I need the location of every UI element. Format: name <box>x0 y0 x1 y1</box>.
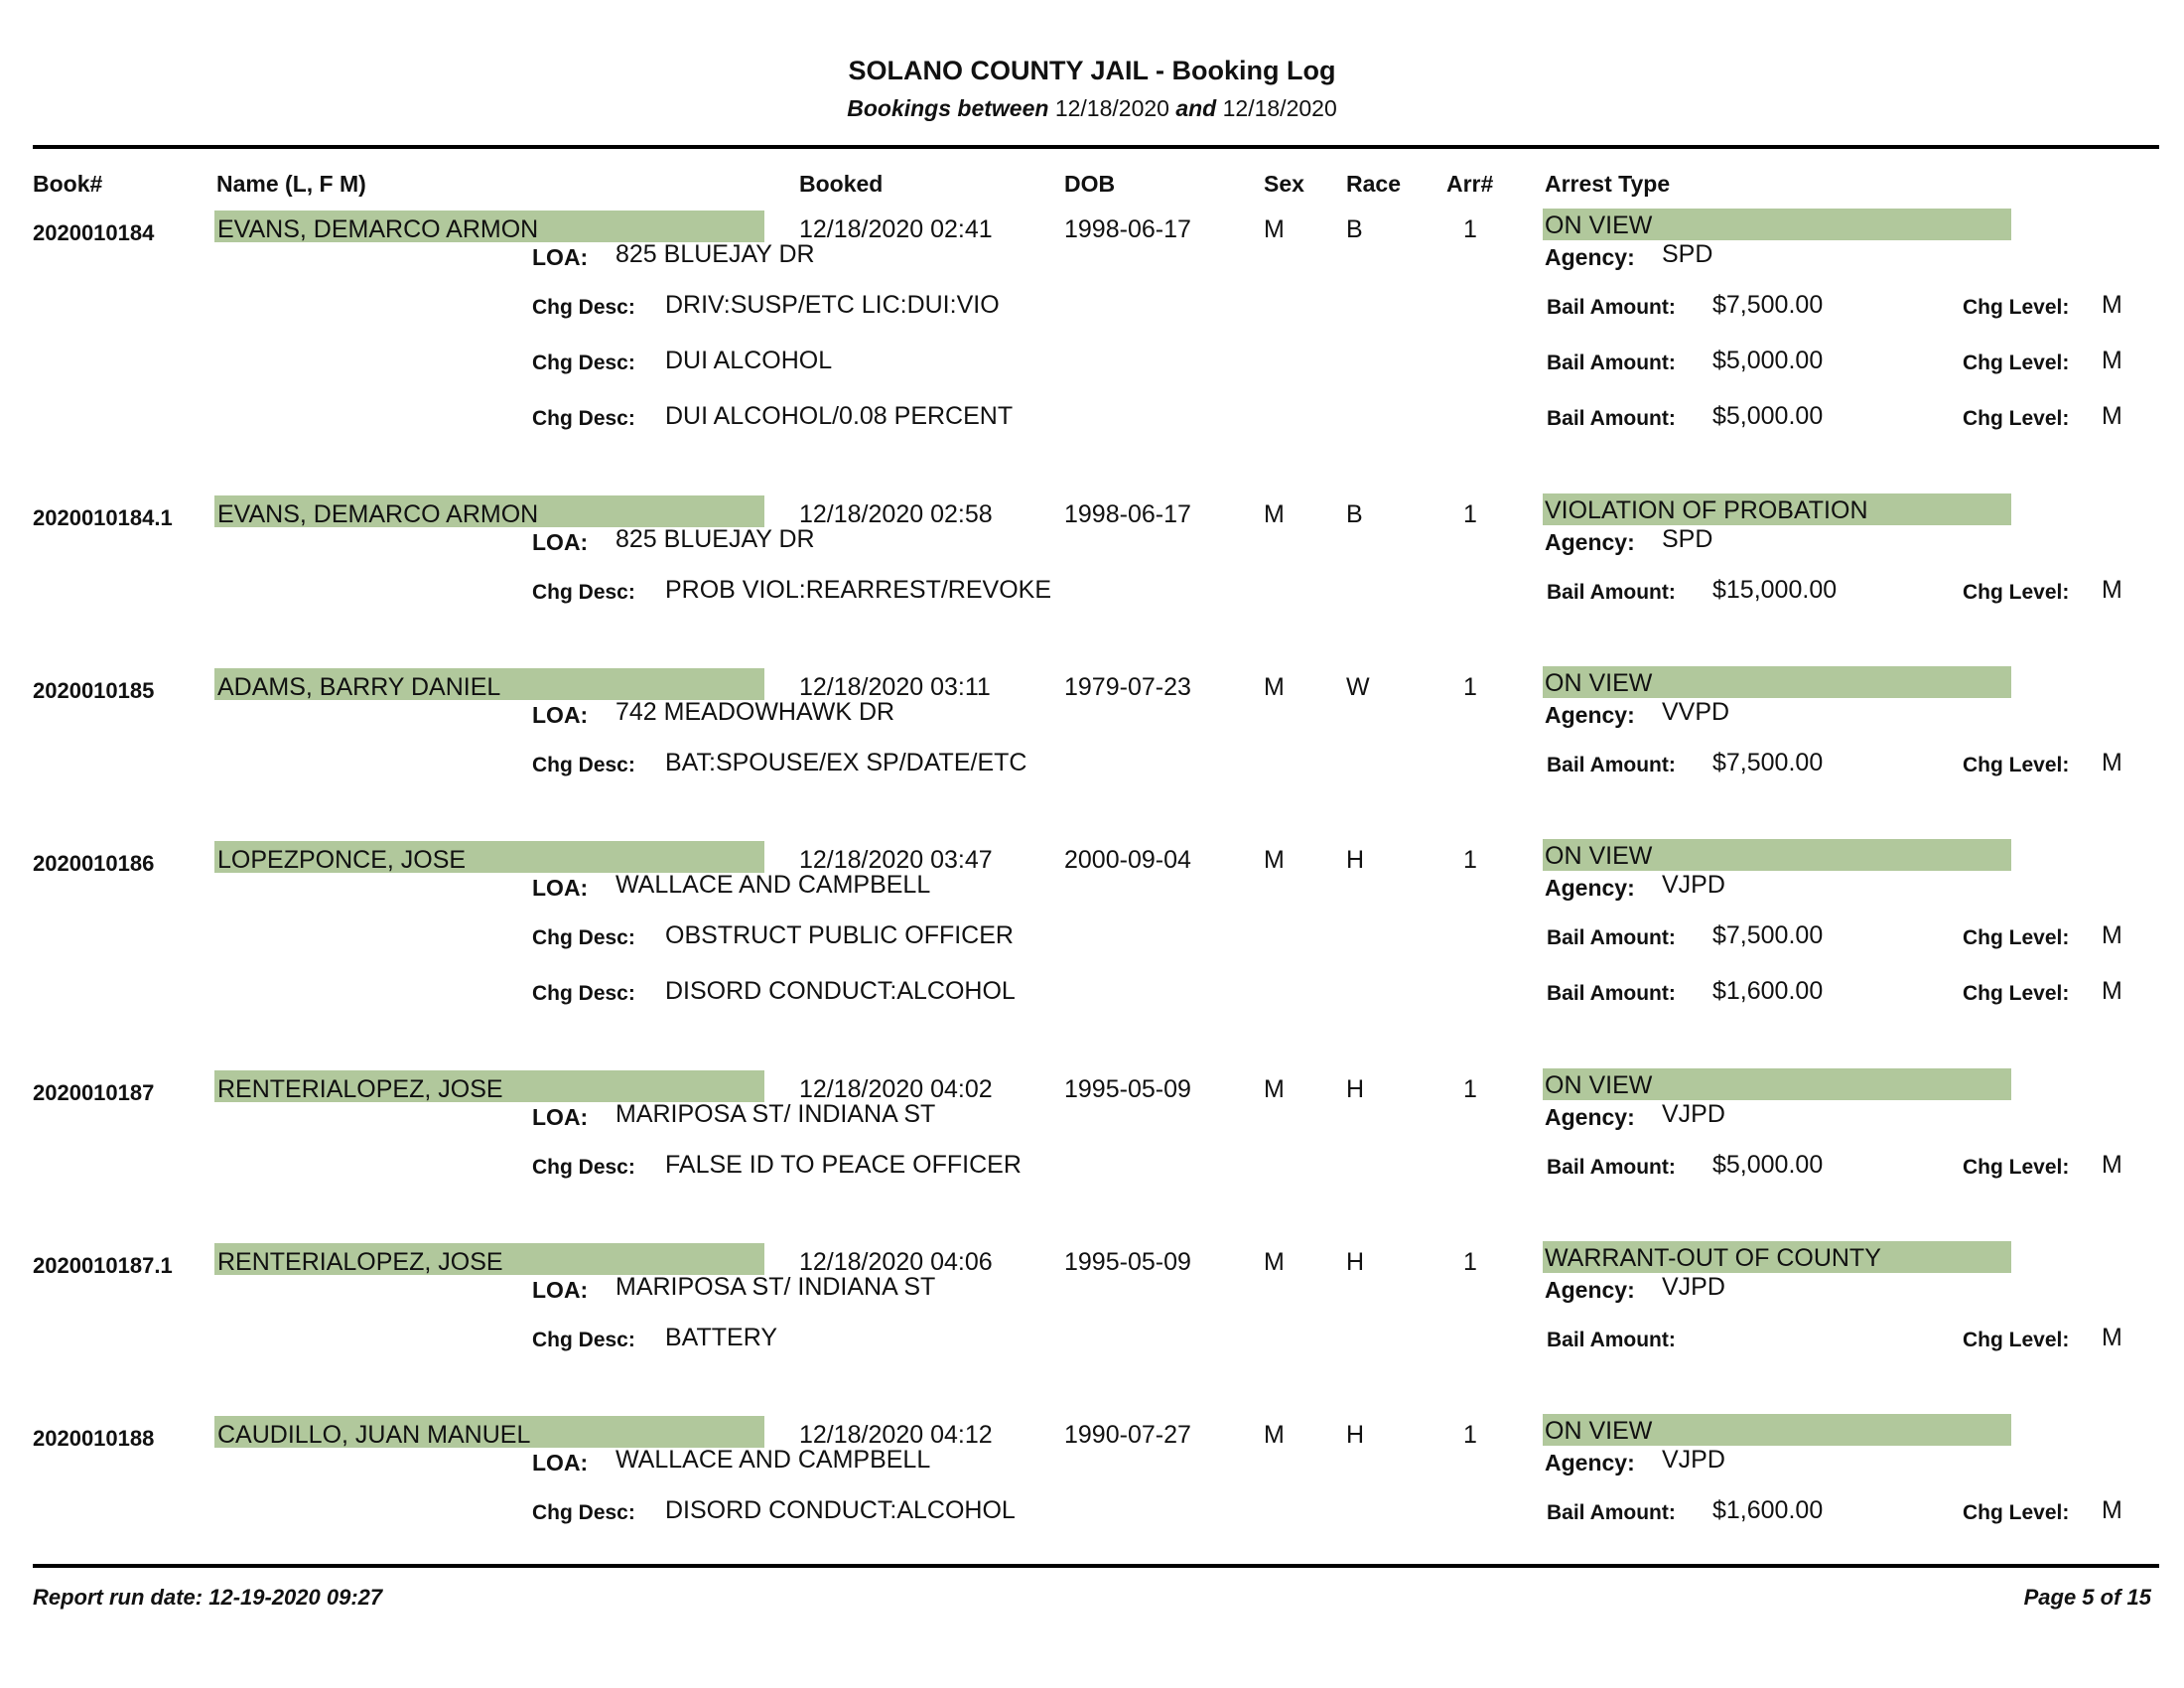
chg-desc-label: Chg Desc: <box>532 581 635 604</box>
chg-level-value: M <box>2102 347 2122 374</box>
chg-desc-value: BAT:SPOUSE/EX SP/DATE/ETC <box>665 749 1027 776</box>
agency-value: VJPD <box>1662 871 1725 899</box>
chg-desc-value: DRIV:SUSP/ETC LIC:DUI:VIO <box>665 291 1000 319</box>
arr-value: 1 <box>1463 215 1477 243</box>
loa-value: MARIPOSA ST/ INDIANA ST <box>615 1273 936 1301</box>
report-subtitle <box>0 95 2184 122</box>
arr-value: 1 <box>1463 500 1477 528</box>
arrest-type-highlight <box>1543 493 2011 525</box>
agency-label: Agency: <box>1545 529 1635 555</box>
arrest-type: WARRANT-OUT OF COUNTY <box>1545 1244 1881 1272</box>
inmate-name: EVANS, DEMARCO ARMON <box>217 215 539 243</box>
sex-value: M <box>1264 215 1285 243</box>
chg-desc-label: Chg Desc: <box>532 296 635 319</box>
loa-value: WALLACE AND CAMPBELL <box>615 1446 931 1474</box>
booked-datetime: 12/18/2020 02:58 <box>799 500 993 528</box>
col-race: Race <box>1346 171 1401 197</box>
chg-level-value: M <box>2102 921 2122 949</box>
dob-value: 1998-06-17 <box>1064 215 1191 243</box>
inmate-name: LOPEZPONCE, JOSE <box>217 846 467 874</box>
chg-desc-value: DISORD CONDUCT:ALCOHOL <box>665 977 1016 1005</box>
chg-level-value: M <box>2102 749 2122 776</box>
inmate-name: CAUDILLO, JUAN MANUEL <box>217 1421 531 1449</box>
bail-amount-value: $5,000.00 <box>1712 1151 1824 1179</box>
chg-level-value: M <box>2102 977 2122 1005</box>
chg-level-label: Chg Level: <box>1963 1329 2070 1351</box>
inmate-name: RENTERIALOPEZ, JOSE <box>217 1248 503 1276</box>
chg-level-value: M <box>2102 291 2122 319</box>
agency-label: Agency: <box>1545 875 1635 901</box>
footer-rule <box>33 1564 2159 1568</box>
bail-amount-label: Bail Amount: <box>1547 1156 1676 1179</box>
book-number: 2020010185 <box>33 678 155 703</box>
book-number: 2020010184 <box>33 220 155 245</box>
bail-amount-label: Bail Amount: <box>1547 407 1676 430</box>
loa-label: LOA: <box>532 702 589 728</box>
race-value: H <box>1346 846 1365 874</box>
dob-value: 1979-07-23 <box>1064 673 1191 701</box>
start-date: 12/18/2020 <box>1054 95 1169 121</box>
dob-value: 1998-06-17 <box>1064 500 1191 528</box>
loa-label: LOA: <box>532 529 589 555</box>
col-name: Name (L, F M) <box>216 171 366 197</box>
agency-value: SPD <box>1662 525 1713 553</box>
name-highlight <box>214 211 764 242</box>
arrest-type-highlight <box>1543 1241 2011 1273</box>
col-booked: Booked <box>799 171 884 197</box>
bail-amount-value: $1,600.00 <box>1712 977 1824 1005</box>
subtitle-and: and <box>1175 95 1217 121</box>
col-arr: Arr# <box>1446 171 1494 197</box>
agency-label: Agency: <box>1545 244 1635 270</box>
bail-amount-value: $5,000.00 <box>1712 347 1824 374</box>
bail-amount-value: $1,600.00 <box>1712 1496 1824 1524</box>
bail-amount-label: Bail Amount: <box>1547 581 1676 604</box>
loa-value: WALLACE AND CAMPBELL <box>615 871 931 899</box>
arrest-type: ON VIEW <box>1545 842 1653 870</box>
arrest-type-highlight <box>1543 1068 2011 1100</box>
chg-desc-label: Chg Desc: <box>532 352 635 374</box>
chg-level-label: Chg Level: <box>1963 407 2070 430</box>
bail-amount-value: $7,500.00 <box>1712 291 1824 319</box>
col-arrest-type: Arrest Type <box>1545 171 1671 197</box>
agency-value: VJPD <box>1662 1273 1725 1301</box>
loa-value: 825 BLUEJAY DR <box>615 240 815 268</box>
chg-desc-value: DUI ALCOHOL/0.08 PERCENT <box>665 402 1014 430</box>
loa-label: LOA: <box>532 1450 589 1476</box>
booked-datetime: 12/18/2020 04:02 <box>799 1075 993 1103</box>
col-book: Book# <box>33 171 103 197</box>
bail-amount-label: Bail Amount: <box>1547 982 1676 1005</box>
agency-value: VVPD <box>1662 698 1730 726</box>
arrest-type: ON VIEW <box>1545 1417 1653 1445</box>
race-value: B <box>1346 500 1363 528</box>
chg-level-label: Chg Level: <box>1963 296 2070 319</box>
report-run-date: Report run date: 12-19-2020 09:27 <box>33 1585 383 1610</box>
name-highlight <box>214 668 764 700</box>
bail-amount-value: $5,000.00 <box>1712 402 1824 430</box>
chg-desc-value: PROB VIOL:REARREST/REVOKE <box>665 576 1051 604</box>
agency-label: Agency: <box>1545 1277 1635 1303</box>
loa-value: 825 BLUEJAY DR <box>615 525 815 553</box>
race-value: H <box>1346 1248 1365 1276</box>
header-rule <box>33 145 2159 149</box>
chg-level-value: M <box>2102 1151 2122 1179</box>
race-value: H <box>1346 1075 1365 1103</box>
book-number: 2020010184.1 <box>33 505 173 530</box>
sex-value: M <box>1264 1421 1285 1449</box>
bail-amount-value: $15,000.00 <box>1712 576 1838 604</box>
booked-datetime: 12/18/2020 03:47 <box>799 846 993 874</box>
agency-value: VJPD <box>1662 1100 1725 1128</box>
sex-value: M <box>1264 673 1285 701</box>
bail-amount-label: Bail Amount: <box>1547 352 1676 374</box>
bail-amount-label: Bail Amount: <box>1547 1329 1676 1351</box>
agency-label: Agency: <box>1545 1104 1635 1130</box>
book-number: 2020010188 <box>33 1426 155 1451</box>
bail-amount-label: Bail Amount: <box>1547 926 1676 949</box>
arr-value: 1 <box>1463 846 1477 874</box>
chg-level-label: Chg Level: <box>1963 1501 2070 1524</box>
chg-level-value: M <box>2102 402 2122 430</box>
bail-amount-label: Bail Amount: <box>1547 296 1676 319</box>
chg-desc-label: Chg Desc: <box>532 1501 635 1524</box>
booking-record <box>0 842 2184 1050</box>
loa-label: LOA: <box>532 244 589 270</box>
name-highlight <box>214 1070 764 1102</box>
dob-value: 1990-07-27 <box>1064 1421 1191 1449</box>
arrest-type-highlight <box>1543 1414 2011 1446</box>
chg-level-label: Chg Level: <box>1963 352 2070 374</box>
col-sex: Sex <box>1264 171 1304 197</box>
chg-level-value: M <box>2102 1324 2122 1351</box>
arrest-type-highlight <box>1543 209 2011 240</box>
chg-level-label: Chg Level: <box>1963 754 2070 776</box>
name-highlight <box>214 1243 764 1275</box>
booked-datetime: 12/18/2020 02:41 <box>799 215 993 243</box>
chg-desc-label: Chg Desc: <box>532 1329 635 1351</box>
race-value: B <box>1346 215 1363 243</box>
book-number: 2020010187.1 <box>33 1253 173 1278</box>
loa-label: LOA: <box>532 875 589 901</box>
chg-level-value: M <box>2102 576 2122 604</box>
arr-value: 1 <box>1463 1248 1477 1276</box>
agency-value: VJPD <box>1662 1446 1725 1474</box>
sex-value: M <box>1264 1075 1285 1103</box>
chg-desc-value: DISORD CONDUCT:ALCOHOL <box>665 1496 1016 1524</box>
chg-desc-value: BATTERY <box>665 1324 777 1351</box>
bail-amount-label: Bail Amount: <box>1547 754 1676 776</box>
chg-desc-label: Chg Desc: <box>532 754 635 776</box>
sex-value: M <box>1264 500 1285 528</box>
chg-desc-label: Chg Desc: <box>532 1156 635 1179</box>
dob-value: 2000-09-04 <box>1064 846 1191 874</box>
loa-label: LOA: <box>532 1104 589 1130</box>
report-title: SOLANO COUNTY JAIL - Booking Log <box>848 56 1336 85</box>
col-dob: DOB <box>1064 171 1116 197</box>
arrest-type: ON VIEW <box>1545 669 1653 697</box>
subtitle-prefix: Bookings between <box>847 95 1049 121</box>
chg-level-label: Chg Level: <box>1963 982 2070 1005</box>
name-highlight <box>214 495 764 527</box>
booking-record <box>0 211 2184 430</box>
chg-desc-label: Chg Desc: <box>532 982 635 1005</box>
arrest-type-highlight <box>1543 839 2011 871</box>
inmate-name: ADAMS, BARRY DANIEL <box>217 673 501 701</box>
agency-label: Agency: <box>1545 702 1635 728</box>
arr-value: 1 <box>1463 1421 1477 1449</box>
chg-desc-value: DUI ALCOHOL <box>665 347 833 374</box>
sex-value: M <box>1264 1248 1285 1276</box>
arrest-type-highlight <box>1543 666 2011 698</box>
chg-level-label: Chg Level: <box>1963 581 2070 604</box>
agency-label: Agency: <box>1545 1450 1635 1476</box>
booked-datetime: 12/18/2020 03:11 <box>799 673 991 701</box>
arrest-type: ON VIEW <box>1545 1071 1653 1099</box>
loa-label: LOA: <box>532 1277 589 1303</box>
chg-desc-label: Chg Desc: <box>532 407 635 430</box>
chg-level-label: Chg Level: <box>1963 926 2070 949</box>
arrest-type: ON VIEW <box>1545 211 1653 239</box>
loa-value: 742 MEADOWHAWK DR <box>615 698 895 726</box>
chg-level-value: M <box>2102 1496 2122 1524</box>
dob-value: 1995-05-09 <box>1064 1248 1191 1276</box>
chg-desc-value: OBSTRUCT PUBLIC OFFICER <box>665 921 1014 949</box>
booked-datetime: 12/18/2020 04:06 <box>799 1248 993 1276</box>
chg-level-label: Chg Level: <box>1963 1156 2070 1179</box>
arr-value: 1 <box>1463 673 1477 701</box>
chg-desc-label: Chg Desc: <box>532 926 635 949</box>
end-date: 12/18/2020 <box>1222 95 1337 121</box>
bail-amount-label: Bail Amount: <box>1547 1501 1676 1524</box>
loa-value: MARIPOSA ST/ INDIANA ST <box>615 1100 936 1128</box>
bail-amount-value: $7,500.00 <box>1712 921 1824 949</box>
inmate-name: EVANS, DEMARCO ARMON <box>217 500 539 528</box>
name-highlight <box>214 841 764 873</box>
inmate-name: RENTERIALOPEZ, JOSE <box>217 1075 503 1103</box>
arr-value: 1 <box>1463 1075 1477 1103</box>
agency-value: SPD <box>1662 240 1713 268</box>
book-number: 2020010187 <box>33 1080 155 1105</box>
arrest-type: VIOLATION OF PROBATION <box>1545 496 1868 524</box>
booked-datetime: 12/18/2020 04:12 <box>799 1421 993 1449</box>
race-value: H <box>1346 1421 1365 1449</box>
sex-value: M <box>1264 846 1285 874</box>
name-highlight <box>214 1416 764 1448</box>
book-number: 2020010186 <box>33 851 155 876</box>
page-number: Page 5 of 15 <box>2023 1585 2151 1610</box>
race-value: W <box>1346 673 1370 701</box>
bail-amount-value: $7,500.00 <box>1712 749 1824 776</box>
dob-value: 1995-05-09 <box>1064 1075 1191 1103</box>
chg-desc-value: FALSE ID TO PEACE OFFICER <box>665 1151 1022 1179</box>
